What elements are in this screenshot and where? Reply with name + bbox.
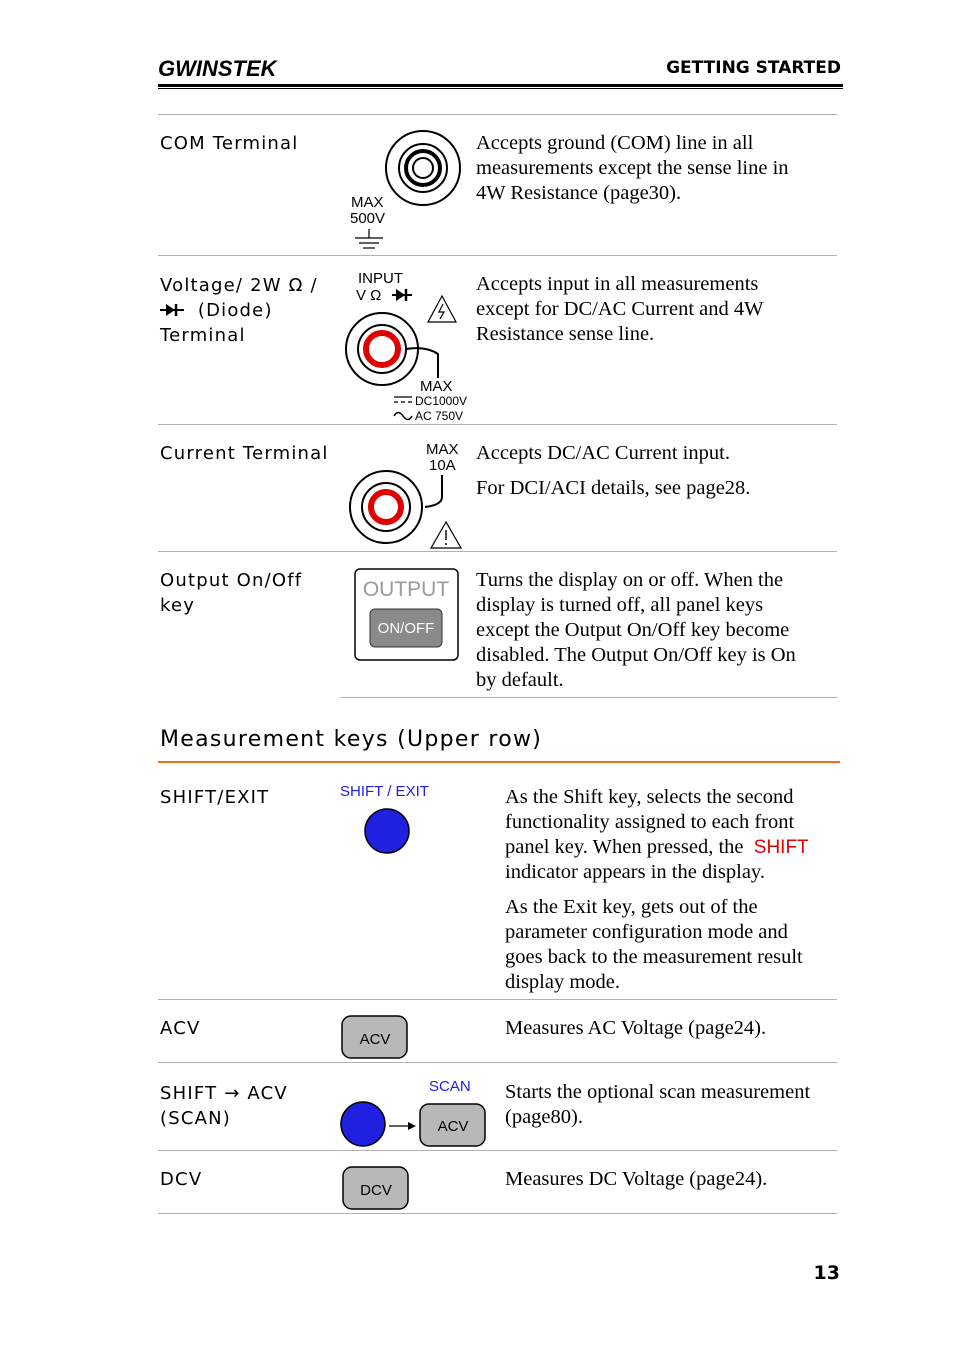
voltage-terminal-description: Accepts input in all measurements except for DC/AC Current and 4W Resistance sense line.: [476, 273, 764, 345]
voltage-terminal-icon: [340, 266, 475, 428]
section-tag: GETTING STARTED: [666, 58, 841, 78]
svg-text:SCAN: SCAN: [429, 1078, 471, 1095]
current-terminal-icon: [345, 437, 470, 556]
gwinstek-logo: [158, 56, 280, 82]
svg-text:MAX: MAX: [351, 194, 384, 211]
section-rule: [158, 761, 840, 763]
svg-text:ON/OFF: ON/OFF: [377, 620, 435, 637]
acv-key[interactable]: [340, 1014, 410, 1066]
section-title: Measurement keys (Upper row): [160, 727, 543, 752]
output-key-label: Output On/Off key: [160, 570, 303, 616]
table-divider: [158, 551, 837, 552]
svg-text:AC 750V: AC 750V: [415, 409, 464, 423]
dcv-label: DCV: [160, 1169, 203, 1190]
shift-exit-key[interactable]: [338, 780, 438, 862]
svg-text:500V: 500V: [350, 210, 386, 227]
diode-icon: [160, 300, 184, 321]
scan-label: SHIFT → ACV (SCAN): [160, 1083, 288, 1129]
table-divider: [158, 424, 837, 425]
scan-description: Starts the optional scan measurement (page80).: [505, 1081, 811, 1128]
page-number: 13: [813, 1262, 840, 1284]
table-divider: [158, 1150, 837, 1151]
current-terminal-label: Current Terminal: [160, 443, 329, 464]
com-terminal-description: Accepts ground (COM) line in all measurements except the sense line in 4W Resistance (page30).: [476, 132, 789, 204]
scan-key-sequence[interactable]: [338, 1072, 490, 1154]
acv-label: ACV: [160, 1018, 201, 1039]
shift-indicator: SHIFT: [753, 837, 809, 858]
current-terminal-description: Accepts DC/AC Current input. For DCI/ACI details, see page28.: [476, 442, 751, 499]
voltage-terminal-label: Voltage/ 2W Ω / (Diode) Terminal: [160, 275, 318, 346]
com-terminal-label: COM Terminal: [160, 133, 299, 154]
dcv-description: Measures DC Voltage (page24).: [505, 1168, 768, 1190]
svg-text:ACV: ACV: [359, 1031, 391, 1048]
output-onoff-key[interactable]: [353, 567, 461, 667]
shift-exit-label: SHIFT/EXIT: [160, 787, 270, 808]
output-key-description: Turns the display on or off. When the display is turned off, all panel keys except the Output On/Off key become disabled. The Output On/Off key is On by default.: [476, 569, 796, 691]
svg-text:SHIFT / EXIT: SHIFT / EXIT: [340, 783, 429, 800]
com-terminal-icon: [345, 125, 465, 259]
table-divider: [158, 999, 837, 1000]
svg-text:V Ω: V Ω: [356, 287, 382, 304]
table-divider: [158, 1213, 837, 1214]
table-divider: [158, 114, 837, 115]
svg-text:10A: 10A: [429, 457, 456, 474]
svg-text:DCV: DCV: [360, 1182, 392, 1199]
dcv-key[interactable]: [341, 1165, 411, 1217]
svg-text:GWINSTEK: GWINSTEK: [158, 56, 277, 81]
table-divider: [158, 1062, 837, 1063]
svg-text:INPUT: INPUT: [358, 270, 403, 287]
table-divider: [158, 255, 837, 256]
table-divider: [340, 697, 837, 698]
svg-text:ACV: ACV: [437, 1118, 469, 1135]
acv-description: Measures AC Voltage (page24).: [505, 1017, 767, 1039]
shift-exit-description: As the Shift key, selects the second functionality assigned to each front panel key. When pressed, the SHIFT indicator appears in the display. As the Exit key, gets out of the parameter configuration mode and goes back to the measurement result display mode.: [505, 786, 809, 993]
svg-text:OUTPUT: OUTPUT: [362, 578, 450, 601]
svg-text:MAX: MAX: [420, 378, 453, 395]
header-rule-thin: [158, 88, 843, 89]
header-rule: [158, 84, 843, 87]
svg-text:DC1000V: DC1000V: [415, 394, 468, 408]
svg-text:MAX: MAX: [426, 441, 459, 458]
